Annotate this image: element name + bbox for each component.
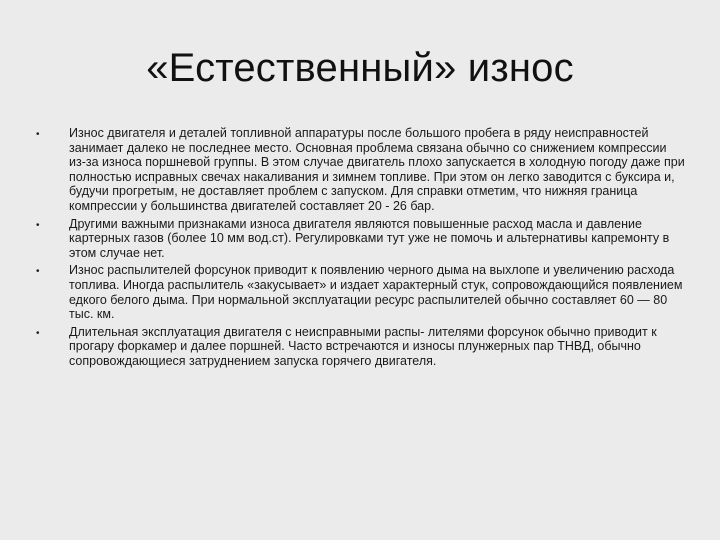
bullet-item <box>36 217 686 261</box>
bullet-text: Длительная эксплуатация двигателя с неисправными распы- лителями форсунок обычно приводит к прогару форкамер и далее поршней. Часто встречаются и износы плунжерных пар ТНВД, обычно сопровождающиеся затруднением запуска горячего двигателя. <box>69 324 657 368</box>
bullet-text: Износ двигателя и деталей топливной аппаратуры после большого пробега в ряду неисправностей занимает далеко не последнее место. Основная проблема связана обычно со снижением компрессии из-за износа поршневой группы. В этом случае двигатель плохо запускается в холодную погоду даже при полностью исправных свечах накаливания и зимнем топливе. При этом он легко заводится с буксира и, будучи прогретым, не доставляет проблем с запуском. Для справки отметим, что нижняя граница компрессии у большинства двигателей составляет 20 - 26 бар. <box>69 126 685 213</box>
bullet-item <box>36 126 686 214</box>
bullet-icon: • <box>36 327 40 339</box>
bullet-item <box>36 325 686 369</box>
bullet-icon: • <box>36 129 40 140</box>
bullet-icon: • <box>36 219 40 231</box>
bullet-list <box>36 126 686 372</box>
bullet-text: Другими важными признаками износа двигателя являются повышенные расход масла и давление картерных газов (более 10 мм вод.ст). Регулировками тут уже не помочь и альтернативы капремонту в этом случае нет. <box>69 216 670 260</box>
bullet-icon: • <box>36 266 40 278</box>
slide-title: «Естественный» износ <box>146 46 574 90</box>
bullet-text: Износ распылителей форсунок приводит к появлению черного дыма на выхлопе и увеличению расхода топлива. Иногда распылитель «закусывает» и издает характерный стук, сопровождающийся появлением едкого белого дыма. При нормальной эксплуатации ресурс распылителей обычно составляет 60 — 80 тыс. км. <box>69 263 683 322</box>
bullet-item <box>36 263 686 321</box>
